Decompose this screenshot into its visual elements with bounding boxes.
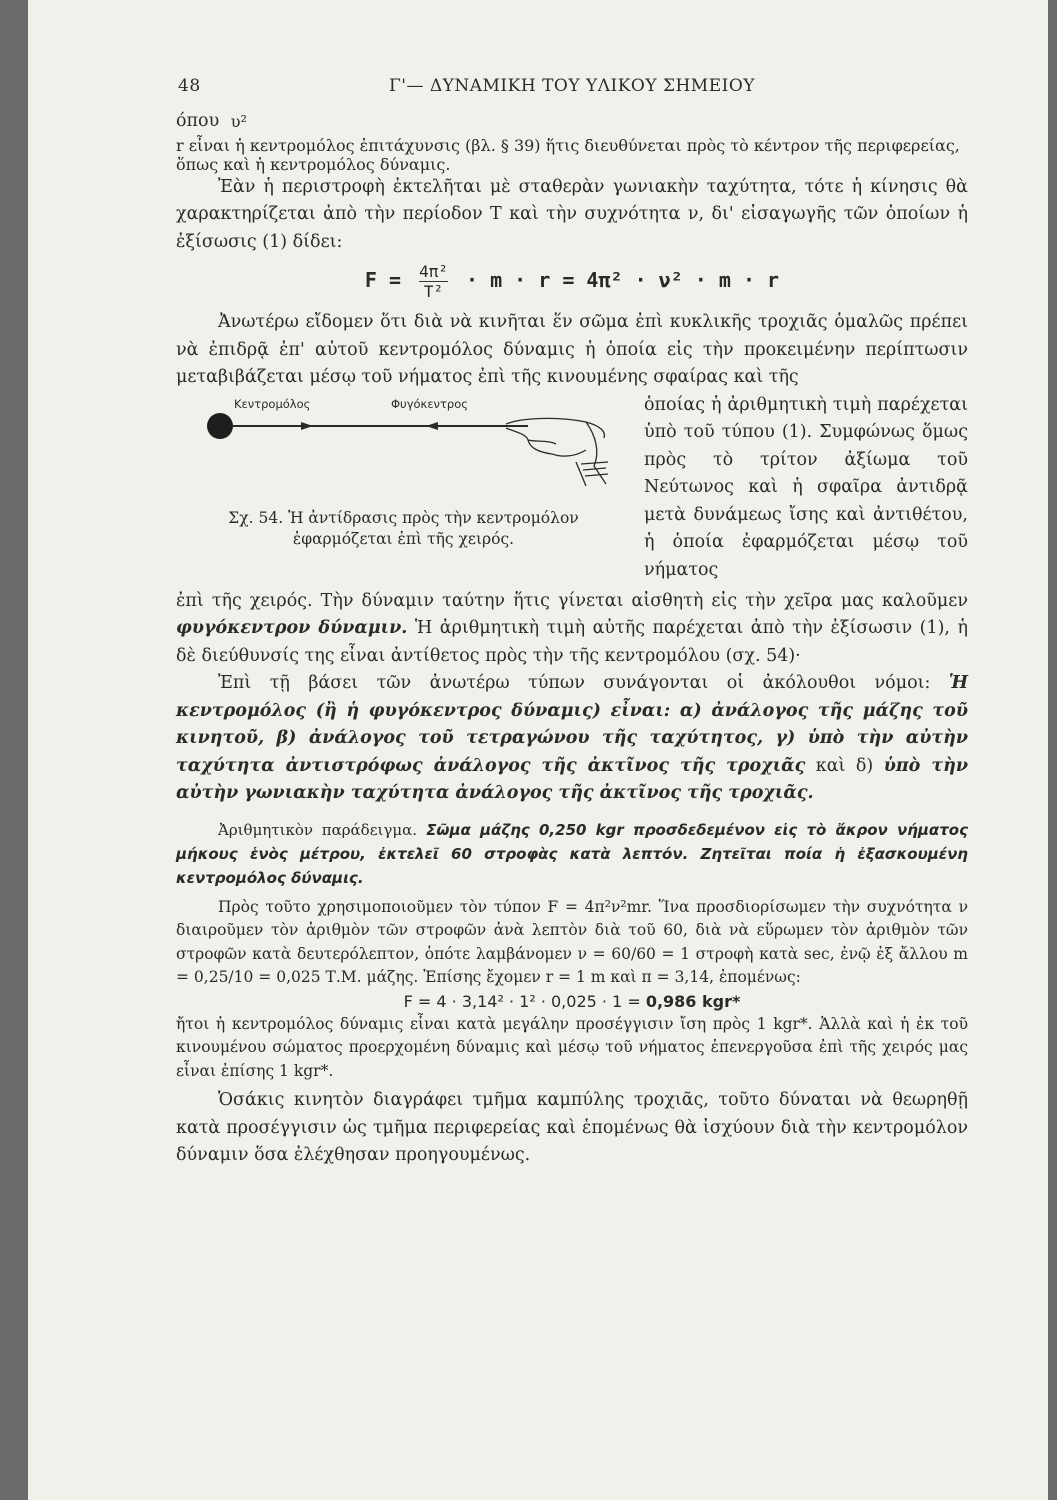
figure-block xyxy=(176,392,968,588)
label-centrifugal: Φυγόκεντρος xyxy=(391,396,468,411)
label-centripetal: Κεντρομόλος xyxy=(234,396,311,411)
text-opou: όπου xyxy=(176,111,220,131)
paragraph-centrifugal xyxy=(176,588,968,671)
numerical-example xyxy=(176,818,968,890)
paragraph-laws xyxy=(176,670,968,808)
running-header xyxy=(176,70,968,104)
chapter-title: Γ'— ΔΥΝΑΜΙΚΗ ΤΟΥ ΥΛΙΚΟΥ ΣΗΜΕΙΟΥ xyxy=(389,76,755,96)
side-text xyxy=(644,392,968,585)
eq2-result: 0,986 kgr* xyxy=(645,991,741,1011)
text-centrifugal-c: Ἡ ἀριθμητικὴ τιμὴ αὐτῆς παρέχεται ἀπὸ τὴν ἐξίσωσιν (1), ἡ δὲ διεύθυνσίς της εἶναι ἀντίθετος πρὸς τὴν τῆς κεντρομόλου (σχ. 54)· xyxy=(176,618,968,666)
page xyxy=(28,0,1048,1500)
caption-line-1: Σχ. 54. Ἡ ἀντίδρασις πρὸς τὴν κεντρομόλον xyxy=(228,508,579,527)
equation-force-period xyxy=(176,264,968,299)
paragraph-solution: Πρὸς τοῦτο χρησιμοποιοῦμεν τὸν τύπον F = 4π²ν²mr. Ἵνα προσδιορίσωμεν τὴν συχνότητα ν διαιροῦμεν τὸν ἀριθμὸν τῶν στροφῶν ἀνὰ λεπτὸν διὰ τοῦ 60, διὰ νὰ εὕρωμεν τὸν ἀριθμὸν τῶν στροφῶν κατὰ δευτερόλεπτον, ὁπότε λαμβάνομεν ν = 60/60 = 1 στροφὴ κατὰ sec, ἐνῷ ἐξ ἄλλου m = 0,25/10 = 0,025 Τ.Μ. μάζης. Ἐπίσης ἔχομεν r = 1 m καὶ π = 3,14, ἑπομένως: xyxy=(176,897,968,986)
figure-54-drawing xyxy=(176,392,631,507)
text-acceleration-rest: εἶναι ἡ κεντρομόλος ἐπιτάχυνσις (βλ. § 39) ἥτις διευθύνεται πρὸς τὸ κέντρον τῆς περιφερείας, ὅπως καὶ ἡ κεντρομόλος δύναμις. xyxy=(176,135,960,174)
eq2-left: F = 4 · 3,14² · 1² · 0,025 · 1 = xyxy=(403,991,641,1011)
eq1-denominator: T² xyxy=(423,282,444,301)
figure-54 xyxy=(176,392,631,588)
paragraph-conclusion: ἤτοι ἡ κεντρομόλος δύναμις εἶναι κατὰ μεγάλην προσέγγισιν ἴση πρὸς 1 kgr*. Ἀλλὰ καὶ ἡ ἐκ τοῦ κινουμένου σώματος προερχομένη δύναμις καὶ μέσῳ τοῦ νήματος ἐπενεργοῦσα ἐπὶ τῆς χειρός μας εἶναι ἐπίσης 1 kgr*. xyxy=(176,1014,968,1080)
caption-line-2: ἐφαρμόζεται ἐπὶ τῆς χειρός. xyxy=(292,529,515,548)
page-number: 48 xyxy=(178,76,201,96)
paragraph-acceleration xyxy=(176,108,968,136)
eq1-left: F = xyxy=(364,268,402,292)
hand-drawing xyxy=(506,418,608,486)
text-laws-bold-1: Ἡ κεντρομόλος (ἢ ἡ φυγόκεντρος δύναμις) εἶναι: α) ἀνάλογος τῆς μάζης τοῦ κινητοῦ, β) ἀνάλογος τοῦ τετραγώνου τῆς ταχύτητος, γ) ὑπὸ τὴν αὐτὴν ταχύτητα ἀντιστρόφως ἀνάλογος τῆς ἀκτῖνος τῆς τροχιᾶς xyxy=(176,673,968,776)
paragraph-rotation: Ἐὰν ἡ περιστροφὴ ἐκτελῆται μὲ σταθερὰν γωνιακὴν ταχύτητα, τότε ἡ κίνησις θὰ χαρακτηρίζεται ἀπὸ τὴν περίοδον T καὶ τὴν συχνότητα ν, δι' εἰσαγωγῆς τῶν ὁποίων ἡ ἐξίσωσις (1) δίδει: xyxy=(176,176,968,252)
paragraph-side: ὁποίας ἡ ἀριθμητικὴ τιμὴ παρέχεται ὑπὸ τοῦ τύπου (1). Συμφώνως ὅμως πρὸς τὸ τρίτον ἀξίωμα τοῦ Νεύτωνος καὶ ἡ σφαῖρα ἀντιδρᾷ μετὰ δυνάμεως ἴσης καὶ ἀντιθέτου, ἡ ὁποία ἐφαρμόζεται μέσῳ τοῦ νήματος xyxy=(644,394,968,580)
example-text: Σῶμα μάζης 0,250 kgr προσδεδεμένον εἰς τὸ ἄκρον νήματος μήκους ἑνὸς μέτρου, ἐκτελεῖ 60 στροφὰς κατὰ λεπτόν. Ζητεῖται ποία ἡ ἐξασκουμένη κεντρομόλος δύναμις. xyxy=(176,820,968,887)
rotating-ball xyxy=(207,413,233,439)
paragraph-curved-path: Ὁσάκις κινητὸν διαγράφει τμῆμα καμπύλης τροχιᾶς, τοῦτο δύναται νὰ θεωρηθῇ κατὰ προσέγγισιν ὡς τμῆμα περιφερείας καὶ ἑπομένως θὰ ἰσχύουν διὰ τὴν κεντρομόλον δύναμιν ὅσα ἐλέχθησαν προηγουμένως. xyxy=(176,1090,968,1165)
eq1-fraction xyxy=(419,264,448,299)
text-laws-bold-2: ὑπὸ τὴν αὐτὴν γωνιακὴν ταχύτητα ἀνάλογος τῆς ἀκτῖνος τῆς τροχιᾶς. xyxy=(176,755,968,803)
equation-numeric xyxy=(176,992,968,1011)
fraction-denominator: r xyxy=(176,135,184,155)
v2-over-r-fraction xyxy=(231,114,247,129)
page-content xyxy=(176,70,968,1170)
fraction-numerator: υ² xyxy=(230,112,247,131)
eq1-numerator: 4π² xyxy=(419,262,448,281)
example-lead: Ἀριθμητικὸν παράδειγμα. xyxy=(218,820,417,839)
text-laws-and: καὶ δ) xyxy=(815,755,874,776)
arrow-centripetal xyxy=(301,422,313,430)
eq1-right: · m · r = 4π² · ν² · m · r xyxy=(466,268,780,292)
paragraph-newton-intro: Ἀνωτέρω εἴδομεν ὅτι διὰ νὰ κινῆται ἕν σῶμα ἐπὶ κυκλικῆς τροχιᾶς ὁμαλῶς πρέπει νὰ ἐπιδρᾷ ἐπ' αὐτοῦ κεντρομόλος δύναμις ἡ ὁποία εἰς τὴν προκειμένην περίπτωσιν μεταβιβάζεται μέσῳ τοῦ νήματος ἐπὶ τῆς κινουμένης σφαίρας καὶ τῆς xyxy=(176,312,968,387)
arrow-centrifugal xyxy=(426,422,438,430)
text-centrifugal-a: ἐπὶ τῆς χειρός. Τὴν δύναμιν ταύτην ἥτις γίνεται αἰσθητὴ εἰς τὴν χεῖρα μας καλοῦμεν xyxy=(176,590,968,611)
figure-caption xyxy=(176,508,631,550)
text-laws-intro: Ἐπὶ τῇ βάσει τῶν ἀνωτέρω τύπων συνάγονται οἱ ἀκόλουθοι νόμοι: xyxy=(218,673,931,693)
term-centrifugal-force: φυγόκεντρον δύναμιν. xyxy=(176,618,408,638)
